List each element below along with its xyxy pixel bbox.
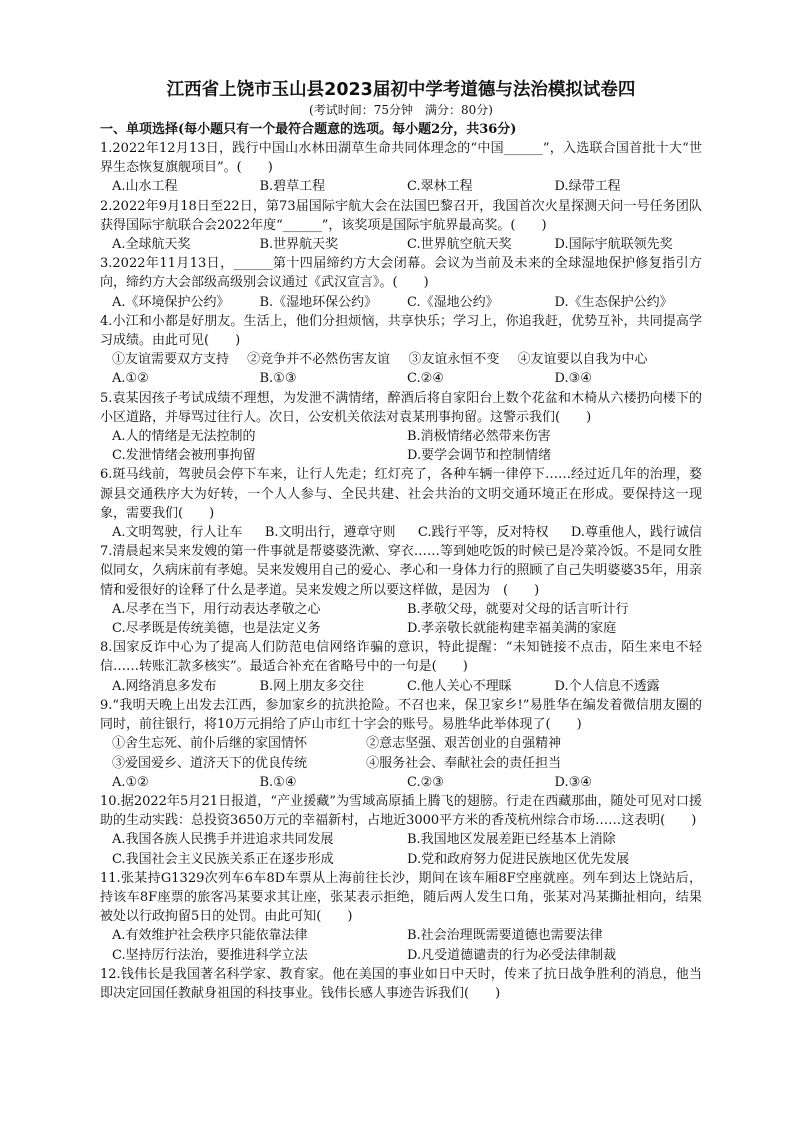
question-stem: 5.袁某因孩子考试成绩不理想，为发泄不满情绪，醉酒后将自家阳台上数个花盆和木椅从六楼扔向楼下的小区道路，并辱骂过往行人。次日，公安机关依法对袁某刑事拘留。这警示我们( )	[100, 390, 702, 425]
option-list	[100, 677, 702, 696]
option-c[interactable]: C.②④	[407, 371, 444, 387]
question-4	[100, 312, 702, 389]
option-d[interactable]: D.孝亲敬长就能构建幸福美满的家庭	[407, 621, 617, 637]
statement-list	[100, 350, 702, 369]
option-a[interactable]: A.网络消息多发布	[112, 678, 217, 694]
statement-1: ①舍生忘死、前仆后继的家国情怀	[112, 736, 308, 752]
option-a[interactable]: A.人的情绪是无法控制的	[112, 429, 256, 445]
option-c[interactable]: C.他人关心不理睬	[407, 678, 512, 694]
option-c[interactable]: C.我国社会主义民族关系正在逐步形成	[112, 851, 334, 867]
question-9	[100, 696, 702, 792]
option-c[interactable]: C.翠林工程	[407, 179, 473, 195]
option-c[interactable]: C.世界航空航天奖	[407, 237, 512, 253]
option-list	[100, 293, 702, 312]
option-b[interactable]: B.世界航天奖	[259, 237, 339, 253]
question-stem: 6.斑马线前，驾驶员会停下车来，让行人先走；红灯亮了，各种车辆一律停下……经过近几年的治理，婺源县交通秩序大为好转，一个人人参与、全民共建、社会共治的文明交通环境正在形成。要保持这一现象，需要我们( )	[100, 467, 702, 521]
option-d[interactable]: D.③④	[554, 774, 592, 790]
option-b[interactable]: B.《湿地环保公约》	[259, 294, 378, 310]
question-5	[100, 389, 702, 466]
option-a[interactable]: A.《环境保护公约》	[112, 294, 230, 310]
question-stem: 9.“我明天晚上出发去江西，参加家乡的抗洪抢险。不召也来，保卫家乡!”易胜华在编发着微信朋友圈的同时，前往银行，将10万元捐给了庐山市红十字会的账号。易胜华此举体现了( )	[100, 697, 702, 733]
question-stem: 1.2022年12月13日，践行中国山水林田湖草生命共同体理念的“中国______”，入选联合国首批十大“世界生态恢复旗舰项目”。( )	[100, 141, 702, 176]
option-list	[100, 235, 702, 254]
option-list	[100, 600, 702, 619]
option-a[interactable]: A.全球航天奖	[112, 237, 191, 253]
question-2	[100, 197, 702, 255]
question-stem: 7.清晨起来吴来发嫂的第一件事就是帮婆婆洗漱、穿衣……等到她吃饭的时候已是冷菜冷饭。不是同女胜似同女，久病床前有孝媳。吴来发嫂用自己的爱心、孝心和一身体力行的照顾了自己失明婆婆35年，用亲情和爱很好的诠释了什么是孝道。吴来发嫂之所以要这样做，是因为 ( )	[100, 544, 702, 598]
option-d[interactable]: D.③④	[554, 371, 592, 387]
question-6	[100, 465, 702, 542]
option-list	[100, 446, 702, 465]
option-b[interactable]: B.文明出行，遵章守则	[264, 525, 396, 541]
question-stem: 3.2022年11月13日，______第十四届缔约方大会闭幕。会议为当前及未来的全球湿地保护修复指引方向，缔约方大会部级高级别会议通过《武汉宣言》。( )	[100, 256, 702, 291]
option-list	[100, 177, 702, 196]
question-stem: 12.钱伟长是我国著名科学家、教育家。他在美国的事业如日中天时，传来了抗日战争胜利的消息，他当即决定回国任教献身祖国的科技事业。钱伟长感人事迹告诉我们( )	[100, 966, 702, 1001]
option-d[interactable]: D.尊重他人，践行诚信	[570, 525, 702, 541]
option-b[interactable]: B.①③	[259, 371, 297, 387]
exam-title: 江西省上饶市玉山县2023届初中学考道德与法治模拟试卷四	[166, 80, 636, 100]
question-8	[100, 638, 702, 696]
option-c[interactable]: C.践行平等，反对特权	[417, 525, 549, 541]
option-d[interactable]: D.国际宇航联领先奖	[554, 237, 673, 253]
option-c[interactable]: C.发泄情绪会被刑事拘留	[112, 448, 256, 464]
statement-2: ②竞争并不必然伤害友谊	[247, 352, 391, 368]
question-stem: 11.张某持G1329次列车6车8D车票从上海前往长沙，期间在该车厢8F空座就座。列车到达上饶站后，持该车8F座票的旅客冯某要求其让座，张某表示拒绝，随后两人发生口角，张某对冯某撕扯相向，结果被处以行政拘留5日的处罚。由此可知( )	[100, 870, 702, 925]
option-d[interactable]: D.要学会调节和控制情绪	[407, 448, 552, 464]
option-c[interactable]: C.坚持厉行法治，要推进科学立法	[112, 947, 308, 963]
question-10	[100, 792, 702, 869]
option-a[interactable]: A.有效维护社会秩序只能依靠法律	[112, 928, 308, 944]
option-c[interactable]: C.②③	[407, 774, 444, 790]
option-a[interactable]: A.①②	[112, 774, 149, 790]
question-1	[100, 139, 702, 197]
statement-list	[100, 754, 702, 773]
option-c[interactable]: C.尽孝既是传统美德，也是法定义务	[112, 621, 321, 637]
option-list	[100, 523, 702, 542]
option-b[interactable]: B.①④	[259, 774, 297, 790]
option-a[interactable]: A.我国各族人民携手并进追求共同发展	[112, 832, 334, 848]
option-d[interactable]: D.个人信息不透露	[554, 678, 660, 694]
option-d[interactable]: D.《生态保护公约》	[554, 294, 673, 310]
question-stem: 10.据2022年5月21日报道，“产业援藏”为雪域高原插上腾飞的翅膀。行走在西藏那曲，随处可见对口援助的生动实践：总投资3650万元的幸福新村，占地近3000平方米的香茂杭州综合市场……这表明( )	[100, 793, 702, 829]
section-heading: 一、单项选择(每小题只有一个最符合题意的选项。每小题2分，共36分)	[100, 122, 517, 137]
question-stem: 2.2022年9月18日至22日，第73届国际宇航大会在法国巴黎召开，我国首次火星探测天问一号任务团队获得国际宇航联合会2022年度“______”，该奖项是国际宇航界最高奖。( )	[100, 198, 702, 233]
question-7	[100, 542, 702, 638]
question-3	[100, 254, 702, 312]
option-list	[100, 773, 702, 792]
option-b[interactable]: B.社会治理既需要道德也需要法律	[407, 928, 603, 944]
statement-2: ②意志坚强、艰苦创业的自强精神	[366, 736, 562, 752]
option-c[interactable]: C.《湿地公约》	[407, 294, 499, 310]
option-b[interactable]: B.孝敬父母，就要对父母的话言听计行	[407, 601, 629, 617]
option-a[interactable]: A.文明驾驶，行人让车	[112, 525, 243, 541]
statement-4: ④服务社会、奉献社会的责任担当	[366, 755, 562, 771]
option-a[interactable]: A.山水工程	[112, 179, 178, 195]
statement-3: ③友谊永恒不变	[408, 352, 500, 368]
option-list	[100, 946, 702, 965]
option-d[interactable]: D.党和政府努力促进民族地区优先发展	[407, 851, 630, 867]
question-stem: 8.国家反诈中心为了提高人们防范电信网络诈骗的意识，特此提醒：“未知链接不点击，陌生来电不轻信……转账汇款多核实”。最适合补充在省略号中的一句是( )	[100, 640, 702, 675]
exam-subtitle: (考试时间：75分钟 满分：80分)	[309, 103, 493, 117]
statement-3: ③爱国爱乡、道济天下的优良传统	[112, 755, 308, 771]
statement-1: ①友谊需要双方支持	[112, 352, 230, 368]
option-b[interactable]: B.碧草工程	[259, 179, 326, 195]
option-list	[100, 926, 702, 945]
option-b[interactable]: B.网上朋友多交往	[259, 678, 365, 694]
option-list	[100, 850, 702, 869]
option-d[interactable]: D.绿带工程	[554, 179, 621, 195]
option-a[interactable]: A.尽孝在当下，用行动表达孝敬之心	[112, 601, 321, 617]
option-list	[100, 619, 702, 638]
option-d[interactable]: D.凡受道德谴责的行为必受法律制裁	[407, 947, 617, 963]
question-stem: 4.小江和小都是好朋友。生活上，他们分担烦恼，共享快乐；学习上，你追我赶，优势互补，共同提高学习成绩。由此可见( )	[100, 313, 702, 349]
question-12	[100, 965, 702, 1003]
statement-4: ④友谊要以自我为中心	[517, 352, 648, 368]
statement-list	[100, 734, 702, 753]
option-a[interactable]: A.①②	[112, 371, 149, 387]
question-11	[100, 869, 702, 965]
option-list	[100, 369, 702, 388]
option-list	[100, 427, 702, 446]
option-b[interactable]: B.消极情绪必然带来伤害	[407, 429, 551, 445]
option-list	[100, 830, 702, 849]
option-b[interactable]: B.我国地区发展差距已经基本上消除	[407, 832, 616, 848]
